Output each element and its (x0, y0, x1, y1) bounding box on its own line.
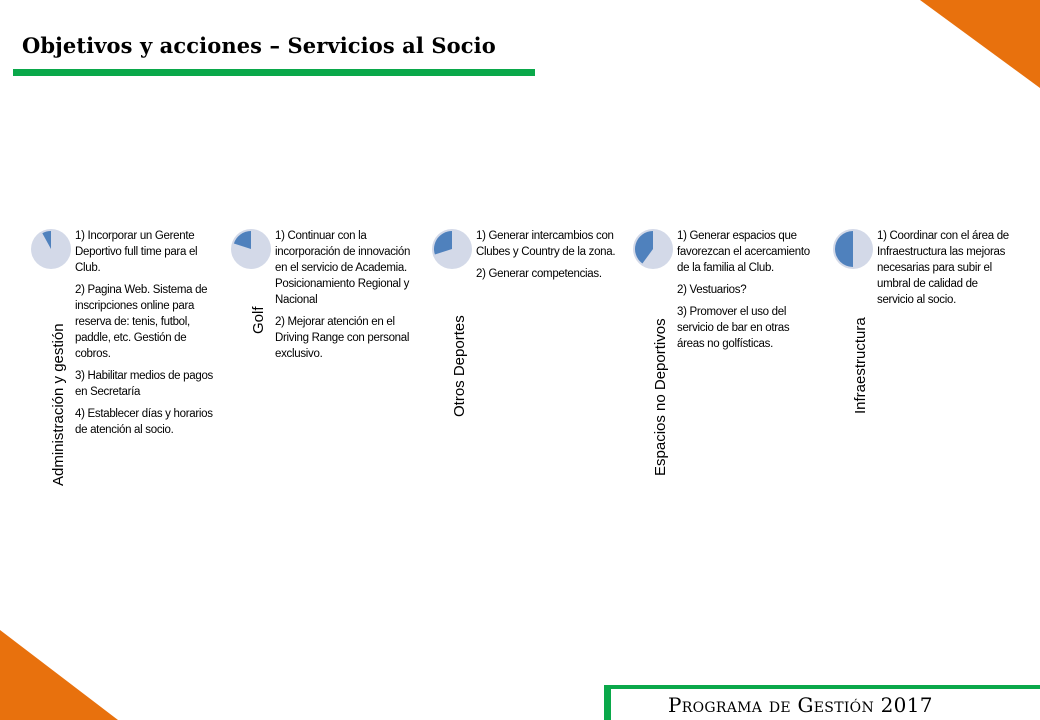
action-list (75, 228, 215, 444)
action-item: 2) Pagina Web. Sistema de inscripciones online para reserva de: tenis, futbol, paddle, etc. Gestión de cobros. (75, 284, 208, 360)
footer-banner (604, 685, 1040, 720)
progress-pie-3 (633, 229, 673, 269)
action-item: 1) Generar espacios que favorezcan el acercamiento de la familia al Club. (677, 230, 810, 274)
action-item: 1) Generar intercambios con Clubes y Country de la zona. (476, 230, 616, 258)
footer-panel (611, 689, 1040, 720)
progress-pie-2 (432, 229, 472, 269)
action-item: 1) Continuar con la incorporación de innovación en el servicio de Academia. Posicionamiento Regional y Nacional (275, 230, 411, 306)
action-list (677, 228, 817, 358)
action-item: 1) Coordinar con el área de Infraestructura las mejoras necesarias para subir el umbral de calidad de servicio al socio. (877, 230, 1009, 306)
category-espacios-no-deportivos (632, 228, 832, 488)
category-administracion (30, 228, 230, 488)
action-item: 2) Vestuarios? (677, 284, 747, 296)
progress-pie-0 (31, 229, 71, 269)
title-underline (13, 69, 535, 76)
category-label: Otros Deportes (451, 315, 468, 417)
action-item: 4) Establecer días y horarios de atención al socio. (75, 408, 213, 436)
category-infraestructura (832, 228, 1032, 488)
category-label: Golf (250, 306, 267, 334)
progress-pie-4 (833, 229, 873, 269)
progress-pie-1 (231, 229, 271, 269)
action-list (476, 228, 616, 288)
action-list (877, 228, 1017, 314)
category-otros-deportes (431, 228, 631, 488)
category-label: Espacios no Deportivos (652, 318, 669, 476)
action-item: 2) Generar competencias. (476, 268, 602, 280)
page-title: Objetivos y acciones – Servicios al Socio (22, 33, 496, 58)
category-label: Infraestructura (852, 317, 869, 414)
action-list (275, 228, 415, 368)
action-item: 3) Promover el uso del servicio de bar en otras áreas no golfísticas. (677, 306, 790, 350)
action-item: 2) Mejorar atención en el Driving Range con personal exclusivo. (275, 316, 410, 360)
action-item: 1) Incorporar un Gerente Deportivo full time para el Club. (75, 230, 198, 274)
category-label: Administración y gestión (50, 323, 67, 486)
action-item: 3) Habilitar medios de pagos en Secretaría (75, 370, 213, 398)
corner-triangle-bottom-left (0, 630, 120, 720)
footer-title: Programa de Gestión 2017 (668, 693, 933, 717)
corner-triangle-top-right (920, 0, 1040, 90)
category-golf (230, 228, 430, 488)
